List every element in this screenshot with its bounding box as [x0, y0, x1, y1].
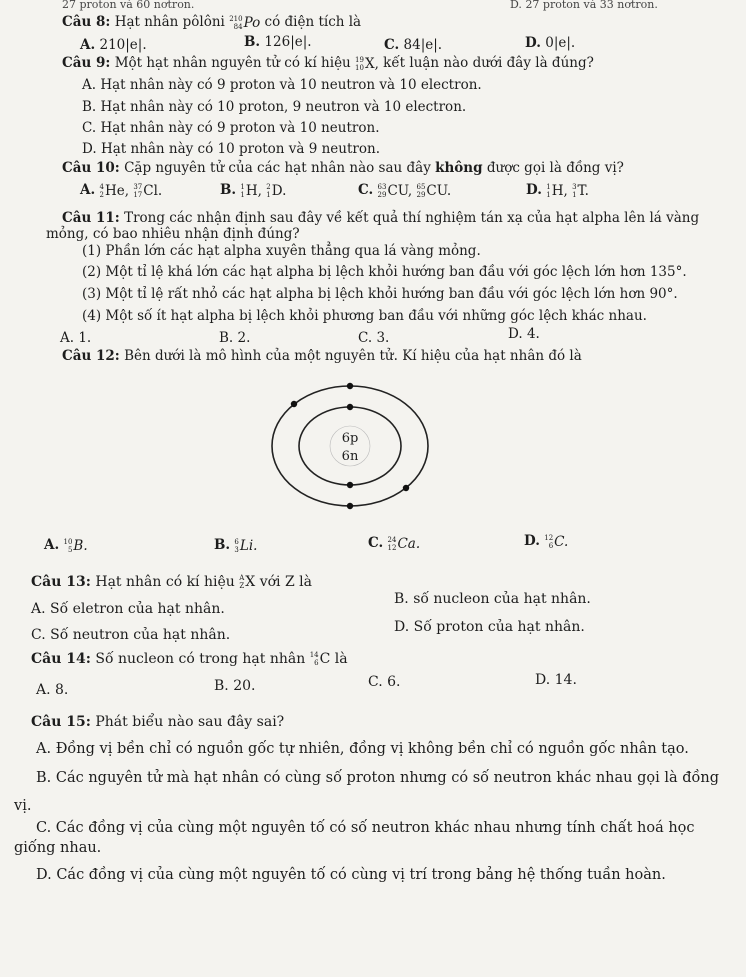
question-label: Câu 12: [62, 348, 120, 364]
q13-option-b[interactable]: B. số nucleon của hạt nhân. [394, 591, 591, 607]
nucleus-neutrons: 6n [341, 449, 359, 464]
q9-option-d[interactable]: D. Hạt nhân này có 10 proton và 9 neutron. [82, 141, 380, 157]
question-10 [62, 160, 624, 176]
q14-option-c[interactable]: C. 6. [368, 674, 401, 690]
nuclide-x: 19 10 X, [355, 55, 379, 72]
question-text: Cặp nguyên tử của các hạt nhân nào sau đây [124, 160, 431, 176]
q11-option-b[interactable]: B. 2. [219, 330, 251, 346]
q13-option-d[interactable]: D. Số proton của hạt nhân. [394, 619, 585, 635]
q13-option-a[interactable]: A. Số eletron của hạt nhân. [31, 601, 225, 617]
q12-option-c[interactable]: C. 24 12 Ca. [368, 535, 421, 552]
question-text: Phát biểu nào sau đây sai? [95, 714, 285, 730]
q15-option-c-cont: giống nhau. [14, 840, 102, 856]
q11-statement-3: (3) Một tỉ lệ rất nhỏ các hạt alpha bị lệch khỏi hướng ban đầu với góc lệch lớn hơn 90°. [82, 286, 678, 302]
q12-option-d[interactable]: D. 12 6 C. [524, 533, 569, 550]
question-label: Câu 9: [62, 55, 111, 71]
question-text-after: là [334, 651, 348, 667]
electron [347, 503, 353, 509]
electron [347, 482, 353, 488]
nucleus-protons: 6p [341, 431, 359, 446]
question-15 [31, 714, 284, 730]
question-text: Hạt nhân pôlôni [114, 14, 225, 30]
electron [403, 485, 409, 491]
question-label: Câu 15: [31, 714, 91, 730]
q15-option-a[interactable]: A. Đồng vị bền chỉ có nguồn gốc tự nhiên, đồng vị không bền chỉ có nguồn gốc nhân tạo. [36, 741, 689, 757]
q15-option-c[interactable]: C. Các đồng vị của cùng một nguyên tố có số neutron khác nhau nhưng tính chất hoá học [36, 820, 695, 836]
question-11 [62, 210, 699, 226]
q8-option-a[interactable]: A. 210|e|. [80, 37, 147, 53]
question-12 [62, 348, 582, 364]
q14-option-a[interactable]: A. 8. [36, 682, 69, 698]
top-line-right [510, 0, 658, 11]
question-emphasis: không [435, 160, 483, 176]
question-text-after: được gọi là đồng vị? [486, 160, 624, 176]
q14-option-d[interactable]: D. 14. [535, 672, 577, 688]
q12-option-a[interactable]: A. 10 5 B. [44, 537, 88, 554]
q11-statement-2: (2) Một tỉ lệ khá lớn các hạt alpha bị lệch khỏi hướng ban đầu với góc lệch lớn hơn 135°. [82, 264, 687, 280]
question-text-after: với Z là [259, 574, 312, 590]
q10-option-d[interactable]: D. 1 1 H, 3 1 T. [526, 182, 589, 199]
question-13 [31, 574, 312, 590]
q10-option-c[interactable]: C. 63 29 CU, 65 29 CU. [358, 182, 452, 199]
q11-option-c[interactable]: C. 3. [358, 330, 390, 346]
electron [347, 383, 353, 389]
question-text: Trong các nhận định sau đây về kết quả thí nghiệm tán xạ của hạt alpha lên lá vàng [124, 210, 700, 226]
q11-statement-4: (4) Một số ít hạt alpha bị lệch khỏi phương ban đầu với những góc lệch khác nhau. [82, 308, 647, 324]
top-line-right-label: D. [510, 0, 522, 11]
q8-option-b[interactable]: B. 126|e|. [244, 34, 312, 50]
question-9 [62, 55, 594, 72]
atom-model-diagram [250, 380, 450, 520]
q15-option-b-cont: vị. [14, 798, 32, 814]
q10-option-a[interactable]: A. 4 2 He, 37 17 Cl. [80, 182, 163, 199]
question-text-after: kết luận nào dưới đây là đúng? [383, 55, 594, 71]
question-14 [31, 651, 348, 667]
question-text: Bên dưới là mô hình của một nguyên tử. Kí hiệu của hạt nhân đó là [124, 348, 582, 364]
top-line-right-text: 27 proton và 33 nơtron. [525, 0, 658, 11]
nuclide-azx: A Z X [239, 574, 256, 590]
electron [347, 404, 353, 410]
q15-option-b[interactable]: B. Các nguyên tử mà hạt nhân có cùng số proton nhưng có số neutron khác nhau gọi là đồng [36, 770, 720, 786]
q15-option-d[interactable]: D. Các đồng vị của cùng một nguyên tố có cùng vị trí trong bảng hệ thống tuần hoàn. [36, 867, 666, 883]
q13-option-c[interactable]: C. Số neutron của hạt nhân. [31, 627, 231, 643]
q11-option-a[interactable]: A. 1. [60, 330, 92, 346]
top-line-left: 27 proton và 60 nơtron. [62, 0, 195, 11]
q8-option-c[interactable]: C. 84|e|. [384, 37, 443, 53]
electron [291, 401, 297, 407]
q12-option-b[interactable]: B. 6 3 Li. [214, 537, 258, 554]
nuclide-c14: 14 6 C [309, 651, 331, 667]
question-label: Câu 11: [62, 210, 120, 226]
question-label: Câu 8: [62, 14, 111, 30]
question-11-line2: mỏng, có bao nhiêu nhận định đúng? [46, 226, 300, 242]
question-label: Câu 13: [31, 574, 91, 590]
q10-option-b[interactable]: B. 1 1 H, 2 1 D. [220, 182, 287, 199]
question-label: Câu 10: [62, 160, 120, 176]
question-label: Câu 14: [31, 651, 91, 667]
q9-option-a[interactable]: A. Hạt nhân này có 9 proton và 10 neutron và 10 electron. [82, 77, 482, 93]
question-text: Một hạt nhân nguyên tử có kí hiệu [114, 55, 351, 71]
question-text: Số nucleon có trong hạt nhân [95, 651, 306, 667]
q8-option-d[interactable]: D. 0|e|. [525, 35, 576, 51]
nuclide-po: 210 84 Po [229, 14, 261, 31]
q9-option-b[interactable]: B. Hạt nhân này có 10 proton, 9 neutron và 10 electron. [82, 99, 467, 115]
question-text-after: có điện tích là [264, 14, 362, 30]
q14-option-b[interactable]: B. 20. [214, 678, 256, 694]
question-text: Hạt nhân có kí hiệu [95, 574, 235, 590]
q11-option-d[interactable]: D. 4. [508, 326, 540, 342]
q9-option-c[interactable]: C. Hạt nhân này có 9 proton và 10 neutron. [82, 120, 380, 136]
q11-statement-1: (1) Phần lớn các hạt alpha xuyên thẳng qua lá vàng mỏng. [82, 243, 481, 259]
question-8 [62, 14, 361, 31]
